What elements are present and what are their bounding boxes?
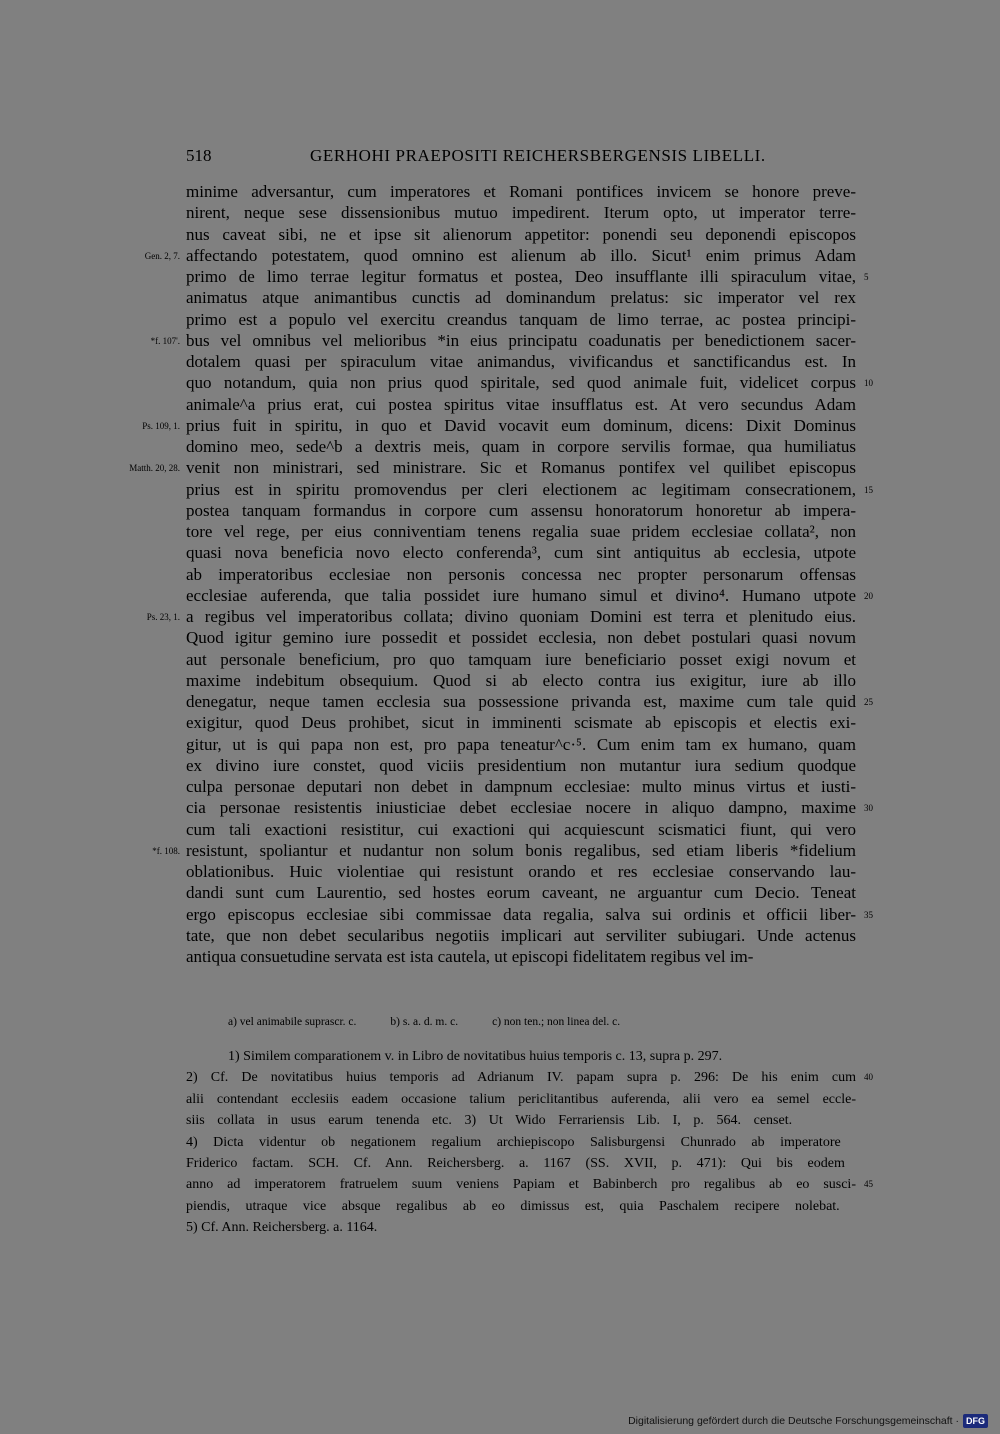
- line-number: 5: [864, 272, 869, 282]
- line-number: 20: [864, 590, 873, 601]
- line-number: 30: [864, 803, 873, 814]
- text-line-content: bus vel omnibus vel melioribus *in eius principatu coadunatis per benedictionem sacer-: [186, 330, 856, 350]
- main-text: [186, 181, 856, 967]
- text-line: [186, 415, 856, 436]
- text-line-content: quo notandum, quia non prius quod spiritale, sed quod animale fuit, videlicet corpus: [186, 373, 856, 393]
- footnote-line: [186, 1196, 856, 1217]
- line-number: 40: [864, 1072, 873, 1083]
- apparatus-entry: a) vel animabile suprascr. c.: [228, 1016, 357, 1028]
- text-line: [186, 181, 856, 202]
- text-line: [186, 904, 856, 925]
- line-number: 10: [864, 378, 873, 389]
- text-line-content: denegatur, neque tamen ecclesia sua possessione privanda est, maxime cum tale quid: [186, 692, 856, 711]
- footnote-text: 2) Cf. De novitatibus huius temporis ad Adrianum IV. papam supra p. 296: De his enim cum: [186, 1070, 856, 1086]
- text-line-content: animale^a prius erat, cui postea spiritus vitae insufflatus est. At vero secundus Adam: [186, 394, 856, 414]
- line-number: 45: [864, 1179, 873, 1190]
- text-line: [186, 691, 856, 712]
- footnote-text: siis collata in usus earum tenenda etc. 3) Ut Wido Ferrariensis Lib. I, p. 564. censet.: [186, 1113, 793, 1129]
- text-line-content: ergo episcopus ecclesiae sibi commissae data regalia, salva sui ordinis et officii liber-: [186, 904, 856, 924]
- text-line: [186, 436, 856, 457]
- text-line: [186, 542, 856, 563]
- text-line-content: gitur, ut is qui papa non est, pro papa teneatur^c·⁵. Cum enim tam ex humano, quam: [186, 734, 856, 754]
- footnote-text: piendis, utraque vice absque regalibus ab eo dimissus est, quia Paschalem recipere nolebat.: [186, 1198, 840, 1214]
- text-line: [186, 202, 856, 223]
- footnote-text: alii contendant ecclesiis eadem occasione talium periclitantibus auferenda, alii vero ea semel eccle-: [186, 1091, 856, 1107]
- footnote-text: 5) Cf. Ann. Reichersberg. a. 1164.: [186, 1220, 378, 1236]
- text-line: [186, 840, 856, 861]
- apparatus-entry: c) non ten.; non linea del. c.: [492, 1016, 621, 1028]
- line-number: 15: [864, 484, 873, 495]
- text-line-content: ex divino iure constet, quod viciis presidentium non mutantur iura sedium quodque: [186, 755, 856, 775]
- footnotes: [186, 1046, 856, 1239]
- text-line: [186, 585, 856, 606]
- page-number: 518: [186, 146, 212, 165]
- text-line: [186, 627, 856, 648]
- margin-reference: Ps. 23, 1.: [146, 612, 180, 622]
- text-line: [186, 797, 856, 818]
- text-line-content: venit non ministrari, sed ministrare. Sic et Romanus pontifex vel quilibet episcopus: [186, 458, 856, 478]
- text-line-content: nirent, neque sese dissensionibus mutuo impedirent. Iterum opto, ut imperator terre-: [186, 203, 856, 223]
- footnote-line: [186, 1067, 856, 1088]
- margin-reference: Gen. 2, 7.: [144, 250, 180, 261]
- text-line: [186, 479, 856, 500]
- running-header: [186, 146, 856, 168]
- footer-text: Digitalisierung gefördert durch die Deutsche Forschungsgemeinschaft ·: [628, 1415, 959, 1427]
- text-line: [186, 245, 856, 266]
- text-line-content: primo est a populo vel exercitu creandus tanquam de limo terrae, ac postea principi-: [186, 309, 856, 329]
- text-line-content: tate, que non debet secularibus negotiis implicari aut serviliter subiugari. Unde actenus: [186, 925, 856, 945]
- text-line-content: dandi sunt cum Laurentio, sed hostes eorum caveant, ne arguantur cum Decio. Teneat: [186, 883, 856, 903]
- text-line-content: prius fuit in spiritu, in quo et David vocavit eum dominum, dicens: Dixit Dominus: [186, 415, 856, 435]
- footnote-text: 1) Similem comparationem v. in Libro de novitatibus huius temporis c. 13, supra p. 297.: [228, 1049, 723, 1064]
- margin-reference: Ps. 109, 1.: [142, 420, 180, 431]
- footer-credit: [628, 1414, 988, 1428]
- text-line-content: tore vel rege, per eius conniventiam tenens regalia suae pridem ecclesiae collata², non: [186, 522, 856, 541]
- text-line-content: nus caveat sibi, ne et ipse sit alienorum appetitor: ponendi seu deponendi episcopos: [186, 224, 856, 244]
- text-line-content: primo de limo terrae legitur formatus et postea, Deo insufflante illi spiraculum vitae,: [186, 267, 856, 286]
- margin-reference: Matth. 20, 28.: [129, 463, 180, 474]
- text-line: [186, 649, 856, 670]
- text-line-content: prius est in spiritu promovendus per cleri electionem ac legitimam consecrationem,: [186, 479, 856, 499]
- text-line: [186, 521, 856, 542]
- text-line-content: quasi nova beneficia novo electo conferenda³, cum sint antiquitus ab ecclesia, utpote: [186, 543, 856, 563]
- text-line: [186, 606, 856, 627]
- footnote-line: [186, 1217, 856, 1238]
- text-line: [186, 330, 856, 351]
- text-line: [186, 734, 856, 755]
- text-line: [186, 309, 856, 330]
- footnote-line: [186, 1089, 856, 1110]
- footnote-line: [186, 1046, 856, 1067]
- text-line: [186, 946, 856, 967]
- text-line-content: Quod igitur gemino iure possedit et possidet ecclesia, non debet postulari quasi novum: [186, 628, 856, 648]
- text-line-content: antiqua consuetudine servata est ista cautela, ut episcopi fidelitatem regibus vel im-: [186, 947, 754, 966]
- text-line-content: ab imperatoribus ecclesiae non personis concessa nec propter personarum offensas: [186, 564, 856, 584]
- text-line-content: domino meo, sede^b a dextris meis, quam in corpore servilis formae, qua humiliatus: [186, 437, 856, 456]
- footnote-text: anno ad imperatorem fratruelem suum veniens Papiam et Babinberch pro regalibus ab eo susci-: [186, 1177, 856, 1193]
- text-line-content: minime adversantur, cum imperatores et Romani pontifices invicem se honore preve-: [186, 182, 856, 201]
- text-line-content: postea tanquam formandus in corpore cum assensu honoratorum honoretur ab impera-: [186, 500, 856, 520]
- text-line-content: aut personale beneficium, pro quo tamquam iure beneficiario posset exigi novum et: [186, 649, 856, 669]
- text-line-content: oblationibus. Huic violentiae qui resistunt orando et res ecclesiae conservando lau-: [186, 862, 856, 881]
- text-line-content: maxime indebitum obsequium. Quod si ab electo contra ius exigitur, iure ab illo: [186, 670, 856, 690]
- text-line-content: culpa personae deputari non debet in dampnum ecclesiae: multo minus virtus et iusti-: [186, 777, 856, 796]
- text-line: [186, 372, 856, 393]
- text-line: [186, 755, 856, 776]
- critical-apparatus: [228, 1016, 654, 1028]
- dfg-logo: DFG: [963, 1414, 988, 1428]
- text-line: [186, 500, 856, 521]
- text-line: [186, 776, 856, 797]
- line-number: 35: [864, 909, 873, 920]
- text-line-content: dotalem quasi per spiraculum vitae animandus, vivificandus et sanctificandus est. In: [186, 352, 856, 371]
- margin-reference: *f. 107'.: [150, 335, 180, 346]
- text-line-content: cia personae resistentis iniusticiae debet ecclesiae nocere in aliquo dampno, maxime: [186, 798, 856, 818]
- line-number: 25: [864, 697, 873, 707]
- text-line: [186, 457, 856, 478]
- footnote-text: 4) Dicta videntur ob negationem regalium archiepiscopo Salisburgensi Chunrado ab imperatore: [186, 1134, 841, 1150]
- footnote-line: [186, 1174, 856, 1195]
- text-line: [186, 861, 856, 882]
- footnote-line: [186, 1132, 856, 1153]
- footnote-line: [186, 1153, 856, 1174]
- text-line: [186, 287, 856, 308]
- text-line: [186, 712, 856, 733]
- text-line-content: affectando potestatem, quod omnino est alienum ab illo. Sicut¹ enim primus Adam: [186, 245, 856, 265]
- text-line-content: resistunt, spoliantur et nudantur non solum bonis regalibus, sed etiam liberis *fidelium: [186, 840, 856, 860]
- text-line-content: ecclesiae auferenda, que talia possidet iure humano simul et divino⁴. Humano utpote: [186, 585, 856, 605]
- text-line-content: exigitur, quod Deus prohibet, sicut in imminenti scismate ab episcopis et electis exi-: [186, 713, 856, 733]
- text-line-content: cum tali exactioni resistitur, cui exactioni qui acquiescunt scismatici fiunt, qui vero: [186, 819, 856, 839]
- text-line: [186, 670, 856, 691]
- text-line: [186, 266, 856, 287]
- text-line: [186, 925, 856, 946]
- text-line: [186, 351, 856, 372]
- footnote-line: [186, 1110, 856, 1131]
- text-line: [186, 224, 856, 245]
- footnote-text: Friderico factam. SCH. Cf. Ann. Reichersberg. a. 1167 (SS. XVII, p. 471): Qui bis eodem: [186, 1155, 845, 1171]
- text-line: [186, 819, 856, 840]
- margin-reference: *f. 108.: [152, 845, 180, 856]
- text-line: [186, 564, 856, 585]
- text-line: [186, 882, 856, 903]
- text-line: [186, 394, 856, 415]
- text-line-content: animatus atque animantibus cunctis ad dominandum prelatus: sic imperator vel rex: [186, 288, 856, 308]
- running-title: GERHOHI PRAEPOSITI REICHERSBERGENSIS LIBELLI.: [310, 146, 766, 165]
- apparatus-entry: b) s. a. d. m. c.: [390, 1016, 459, 1028]
- text-line-content: a regibus vel imperatoribus collata; divino quoniam Domini est terra et plenitudo eius.: [186, 607, 856, 626]
